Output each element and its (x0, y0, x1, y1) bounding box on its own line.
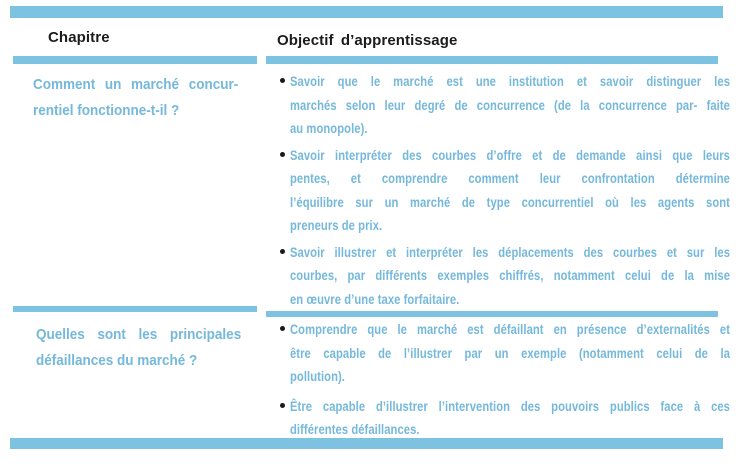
column-header-objectif: Objectif d’apprentissage (277, 32, 458, 49)
objective-item (280, 70, 743, 141)
objective-item (280, 318, 743, 389)
chapter-text (33, 72, 238, 124)
chapter-line: Quelles sont les principales (36, 326, 242, 343)
chapter-text (36, 322, 241, 374)
objective-line: Comprendre que le marché est défaillant en présence d’externalités et (290, 321, 730, 337)
objective-text (290, 318, 730, 389)
objective-line: au monopole). (290, 120, 368, 136)
objective-line: différentes défaillances. (290, 421, 420, 437)
bullet-icon (280, 78, 285, 83)
chapter-line: Comment un marché concur- (33, 76, 239, 93)
objective-text (290, 70, 730, 141)
top-divider (10, 6, 723, 18)
objective-line: en œuvre d’une taxe forfaitaire. (290, 290, 460, 307)
objective-text (290, 144, 730, 238)
objective-line: pentes, et comprendre comment leur confrontation détermine (290, 170, 730, 186)
objective-line: courbes, par différents exemples chiffrés, notamment celui de la mise (290, 267, 730, 283)
bullet-icon (280, 403, 285, 408)
objective-text (290, 395, 730, 442)
row-divider-left (13, 306, 257, 312)
objective-line: Savoir illustrer et interpréter les déplacements des courbes et sur les (290, 243, 730, 260)
objective-line: preneurs de prix. (290, 217, 383, 233)
row-divider-right (266, 311, 718, 317)
objective-line: être capable de l’illustrer par un exemple (notamment celui de la (290, 344, 730, 361)
header-divider-right (266, 56, 718, 64)
objective-line: l’équilibre sur un marché de type concurrentiel où les agents sont (290, 193, 730, 210)
chapter-line: rentiel fonctionne-t-il ? (33, 102, 180, 119)
bullet-icon (280, 152, 285, 157)
objectives-cell (280, 318, 743, 448)
objective-line: Savoir interpréter des courbes d’offre et de demande ainsi que leurs (290, 146, 730, 163)
objective-line: pollution). (290, 368, 345, 384)
bullet-icon (280, 249, 285, 254)
objectives-cell (280, 70, 743, 314)
column-header-chapitre: Chapitre (48, 29, 110, 46)
objective-line: Être capable d’illustrer l’intervention des pouvoirs publics face à ces (290, 397, 730, 414)
chapter-cell (33, 72, 261, 124)
objective-item (280, 241, 743, 312)
chapter-cell (36, 322, 264, 374)
chapter-line: défaillances du marché ? (36, 352, 198, 369)
header-divider-left (13, 56, 257, 64)
objective-line: marchés selon leur degré de concurrence (de la concurrence par- faite (290, 96, 730, 113)
objective-item (280, 144, 743, 238)
bottom-divider (10, 438, 723, 449)
objective-item (280, 395, 743, 442)
objective-line: Savoir que le marché est une institution et savoir distinguer les (290, 73, 730, 89)
bullet-icon (280, 326, 285, 331)
objective-text (290, 241, 730, 312)
